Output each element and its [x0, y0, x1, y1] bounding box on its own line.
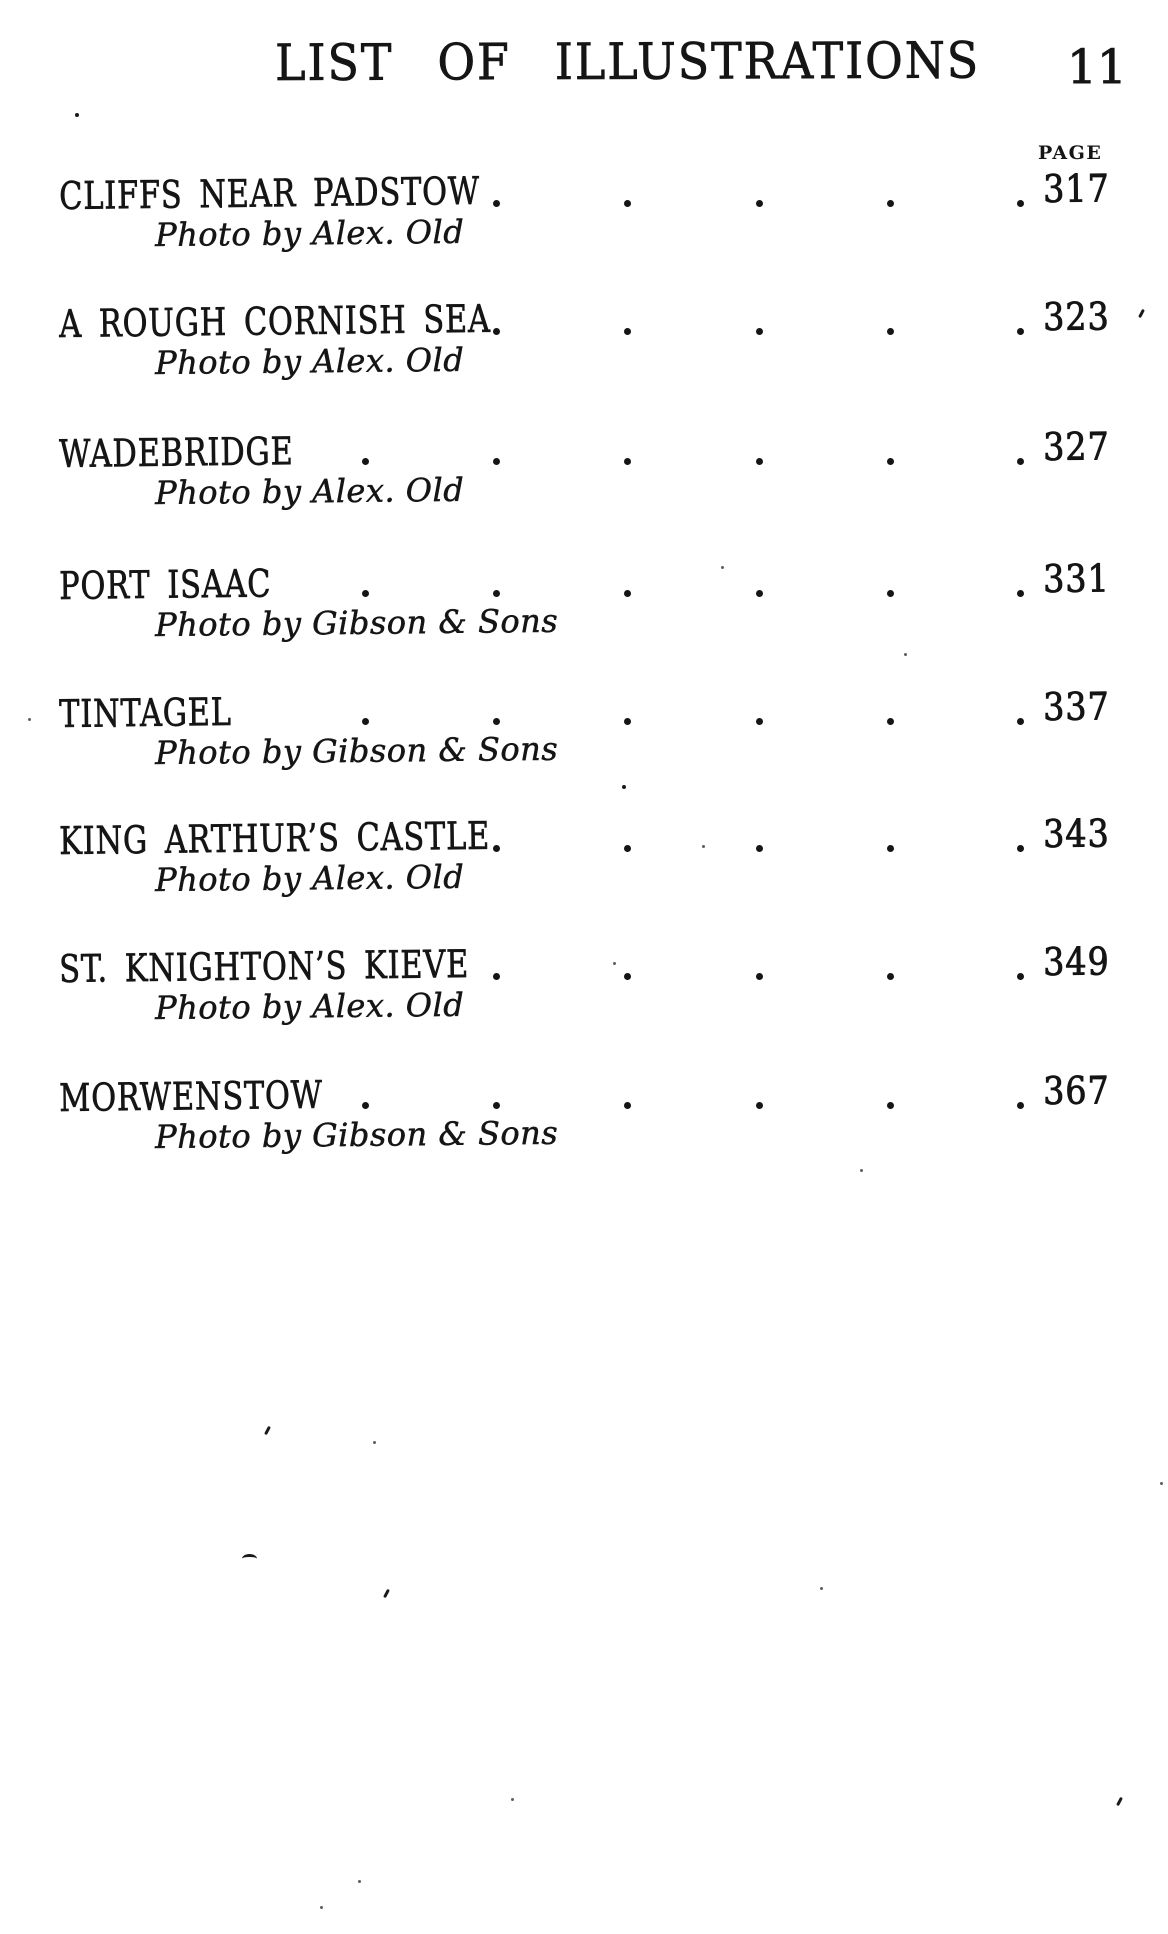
leader-dot — [887, 1102, 894, 1109]
leader-dot — [493, 328, 500, 335]
leader-dot — [887, 845, 894, 852]
photo-credit: Photo by Gibson & Sons — [154, 729, 559, 772]
photo-credit: Photo by Gibson & Sons — [154, 601, 559, 644]
photo-credit: Photo by Alex. Old — [154, 985, 465, 1027]
leader-dot — [493, 200, 500, 207]
illustration-entry — [0, 684, 1168, 831]
leader-dot — [624, 973, 631, 980]
leader-dot — [1017, 200, 1024, 207]
leader-dot — [624, 845, 631, 852]
illustration-title: KING ARTHUR’S CASTLE — [58, 813, 491, 863]
leader-dot — [1017, 973, 1024, 980]
page-number: 367 — [1042, 1068, 1110, 1113]
leader-dot — [493, 458, 500, 465]
photo-credit: Photo by Gibson & Sons — [154, 1113, 559, 1156]
leader-dot — [756, 1102, 763, 1109]
page-title: LIST OF ILLUSTRATIONS — [274, 31, 981, 92]
illustration-entry — [0, 811, 1168, 958]
leader-dot — [756, 200, 763, 207]
page-number: 317 — [1042, 166, 1110, 211]
illustration-entry — [0, 166, 1168, 313]
illustration-entry — [0, 1068, 1168, 1215]
page-number: 349 — [1042, 939, 1110, 984]
leader-dot — [624, 718, 631, 725]
page-number: 323 — [1042, 294, 1110, 339]
illustration-title: CLIFFS NEAR PADSTOW — [58, 168, 481, 218]
page-column-label: PAGE — [1038, 142, 1103, 164]
leader-dot — [1017, 1102, 1024, 1109]
leader-dot — [887, 590, 894, 597]
photo-credit: Photo by Alex. Old — [154, 857, 465, 899]
leader-dot — [624, 200, 631, 207]
illustration-title: WADEBRIDGE — [58, 429, 294, 476]
leader-dot — [756, 718, 763, 725]
leader-dot — [362, 458, 369, 465]
illustration-title: ST. KNIGHTON’S KIEVE — [58, 941, 470, 991]
illustration-title: MORWENSTOW — [58, 1072, 324, 1120]
leader-dot — [887, 973, 894, 980]
leader-dot — [1017, 458, 1024, 465]
photo-credit: Photo by Alex. Old — [154, 340, 465, 382]
leader-dot — [1017, 328, 1024, 335]
leader-dot — [493, 973, 500, 980]
leader-dot — [624, 590, 631, 597]
leader-dot — [756, 328, 763, 335]
leader-dot — [756, 845, 763, 852]
page-number: 331 — [1042, 556, 1110, 601]
illustration-entry — [0, 939, 1168, 1086]
illustration-title: TINTAGEL — [58, 689, 233, 736]
illustration-entry — [0, 424, 1168, 571]
illustration-entry — [0, 556, 1168, 703]
illustration-title: PORT ISAAC — [58, 561, 272, 608]
folio-page-number: 11 — [1067, 40, 1127, 95]
leader-dot — [493, 590, 500, 597]
leader-dot — [887, 458, 894, 465]
leader-dot — [756, 590, 763, 597]
page-number: 337 — [1042, 684, 1110, 729]
leader-dot — [362, 718, 369, 725]
leader-dot — [756, 458, 763, 465]
photo-credit: Photo by Alex. Old — [154, 212, 465, 254]
leader-dot — [1017, 845, 1024, 852]
leader-dot — [493, 1102, 500, 1109]
leader-dot — [362, 590, 369, 597]
page-number: 327 — [1042, 424, 1110, 469]
photo-credit: Photo by Alex. Old — [154, 470, 465, 512]
leader-dot — [493, 718, 500, 725]
leader-dot — [493, 845, 500, 852]
leader-dot — [624, 1102, 631, 1109]
page-number: 343 — [1042, 811, 1110, 856]
leader-dot — [887, 328, 894, 335]
illustration-title: A ROUGH CORNISH SEA — [58, 296, 492, 346]
leader-dot — [624, 328, 631, 335]
leader-dot — [362, 1102, 369, 1109]
leader-dot — [1017, 718, 1024, 725]
leader-dot — [1017, 590, 1024, 597]
leader-dot — [887, 718, 894, 725]
leader-dot — [887, 200, 894, 207]
illustration-entry — [0, 294, 1168, 441]
leader-dot — [624, 458, 631, 465]
leader-dot — [756, 973, 763, 980]
